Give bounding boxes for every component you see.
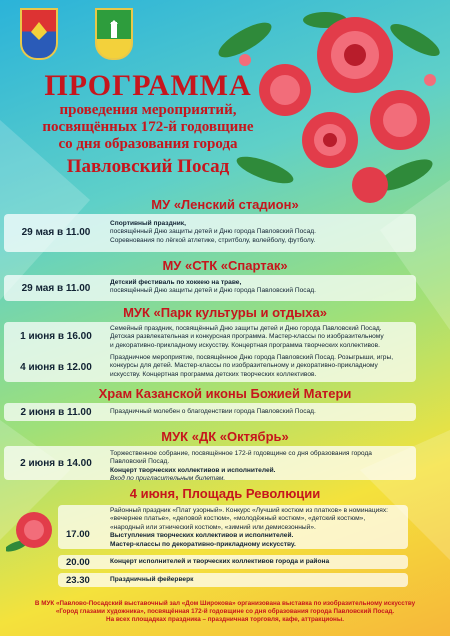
subtitle-line: со дня образования города (58, 136, 238, 152)
section-heading: МУК «ДК «Октябрь» (161, 429, 289, 444)
event-description: Концерт исполнителей и творческих коллективов города и района (110, 558, 330, 565)
city-coat-of-arms (20, 8, 58, 60)
event-row (4, 214, 416, 252)
section-heading: Храм Казанской иконы Божией Матери (98, 386, 352, 401)
event-row (4, 275, 416, 301)
event-description: Спортивный праздник, посвящённый Дню защиты детей и Дню города Павловский Посад. Соревнования по лёгкой атлетике, стритболу, волейболу, футболу. (110, 220, 316, 244)
subtitle-line: проведения мероприятий, (59, 102, 237, 118)
event-date: 2 июня в 14.00 (20, 458, 92, 469)
event-date: 2 июня в 11.00 (20, 407, 92, 418)
small-flower-decoration (6, 506, 58, 558)
section-heading: МУК «Парк культуры и отдыха» (123, 305, 327, 320)
event-date: 1 июня в 16.00 (20, 331, 92, 342)
event-time: 17.00 (66, 529, 90, 540)
title-program: ПРОГРАММА (44, 69, 252, 102)
event-description: Праздничный фейерверк (110, 576, 194, 583)
event-date: 4 июня в 12.00 (20, 362, 92, 373)
section-heading: МУ «СТК «Спартак» (162, 258, 288, 273)
poster-title (28, 70, 268, 179)
event-row (58, 505, 408, 549)
event-description: Торжественное собрание, посвящённое 172-й годовщине со дня образования города Павловский Посад. Концерт творческих коллективов и исполнителей. Вход по пригласительным билетам. (110, 450, 372, 483)
event-description: Детский фестиваль по хоккею на траве, посвящённый Дню защиты детей и Дню города Павловский Посад. (110, 279, 316, 295)
event-row (58, 555, 408, 569)
event-description: Районный праздник «Плат узорный». Конкурс «Лучший костюм из платков» в номинациях: «вечернее платье», «деловой костюм», «молодёжный костюм», «детский костюм», «народный или этнический костюм», «зимний или демисезонный». Выступления творческих коллективов и исполнителей. Мастер-классы по декоративно-прикладному искусству. (110, 507, 388, 548)
event-description: Праздничный молебен о благоденствии города Павловский Посад. (110, 408, 316, 415)
event-description: Праздничное мероприятие, посвящённое Дню города Павловский Посад. Розыгрыши, игры, конкурсы для детей. Мастер-классы по изобразительному и декоративно-прикладному искусству. Концертная программа детских творческих коллективов. (110, 354, 394, 378)
subtitle-line: посвящённых 172-й годовщине (42, 119, 254, 135)
event-date: 29 мая в 11.00 (21, 227, 91, 238)
section-heading: МУ «Ленский стадион» (151, 197, 299, 212)
footer-note: В МУК «Павлово-Посадский выставочный зал «Дом Широкова» организована выставка по изобразительному искусству «Город глазами художника», посвящённая 172-й годовщине со дня образования города Павловский Посад. На всех площадках праздника – праздничная торговля, кафе, аттракционы. (34, 600, 416, 623)
event-time: 20.00 (66, 557, 90, 568)
event-row (4, 446, 416, 483)
event-description: Семейный праздник, посвящённый Дню защиты детей и Дню города Павловский Посад. Детская развлекательная и конкурсная программа. Мастер-классы по изобразительному и декоративно-прикладному искусству. Концертная программа творческих коллективов. (110, 325, 384, 349)
event-date: 29 мая в 11.00 (21, 283, 91, 294)
event-time: 23.30 (66, 575, 90, 586)
district-coat-of-arms (95, 8, 133, 60)
section-heading: 4 июня, Площадь Революции (129, 486, 321, 501)
event-row (4, 403, 416, 421)
event-row (58, 573, 408, 587)
city-name: Павловский Посад (66, 156, 230, 177)
event-row (4, 322, 416, 382)
